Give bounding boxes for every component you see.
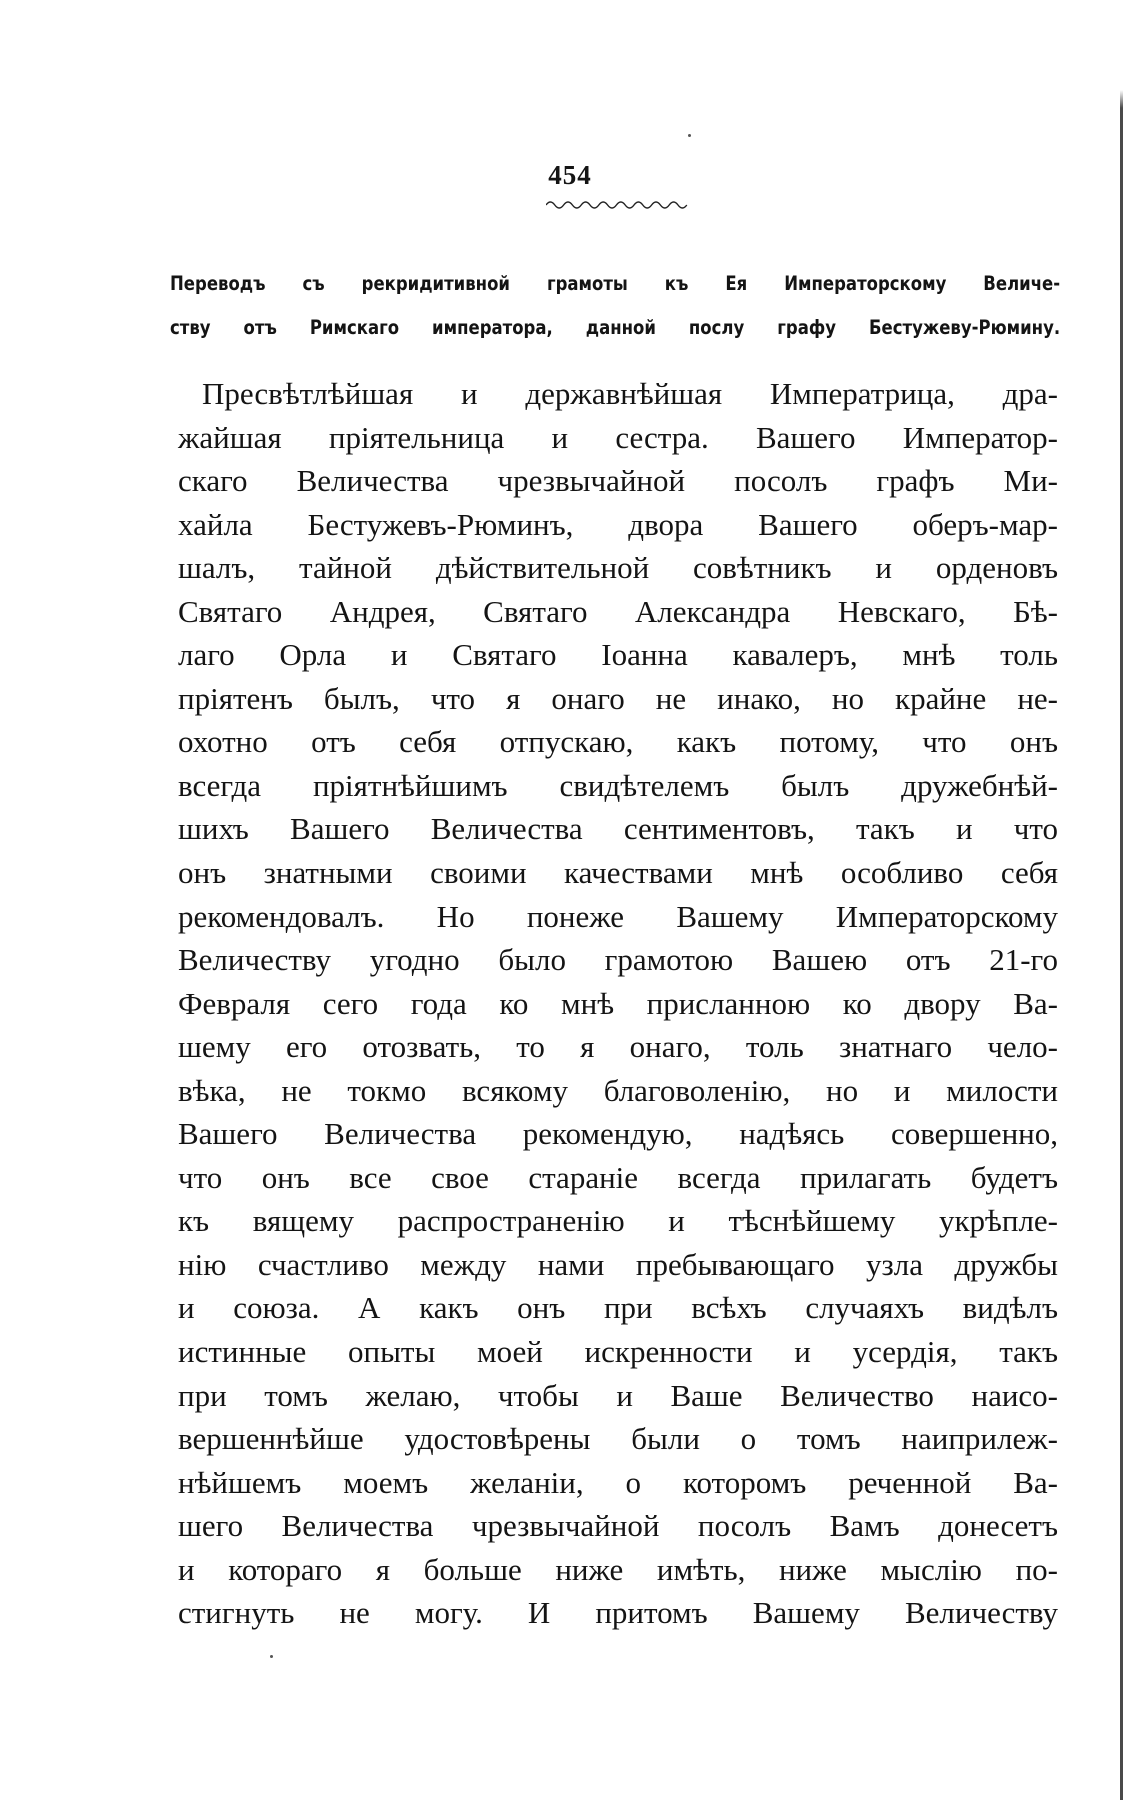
scan-speck xyxy=(270,1655,273,1658)
body-line: рекомендовалъ. Но понеже Вашему Императорскому xyxy=(178,898,1058,934)
body-line: жайшая пріятельница и сестра. Вашего Император- xyxy=(178,419,1058,455)
body-line: шалъ, тайной дѣйствительной совѣтникъ и орденовъ xyxy=(178,550,1058,586)
body-line: Вашего Величества рекомендую, надѣясь совершенно, xyxy=(178,1116,1058,1152)
body-line: шихъ Вашего Величества сентиментовъ, такъ и что xyxy=(178,811,1058,847)
body-line: всегда пріятнѣйшимъ свидѣтелемъ былъ дружебнѣй- xyxy=(178,767,1058,803)
document-body xyxy=(178,372,1058,1635)
body-line: хайла Бестужевъ-Рюминъ, двора Вашего оберъ-мар- xyxy=(178,506,1058,542)
body-line: пріятенъ былъ, что я онаго не инако, но крайне не- xyxy=(178,680,1058,716)
body-line: къ вящему распространенію и тѣснѣйшему укрѣпле- xyxy=(178,1203,1058,1239)
body-line: скаго Величества чрезвычайной посолъ графъ Ми- xyxy=(178,463,1058,499)
body-line: Пресвѣтлѣйшая и державнѣйшая Императрица, дра- xyxy=(202,376,1058,411)
body-line: охотно отъ себя отпускаю, какъ потому, что онъ xyxy=(178,724,1058,760)
body-line: шему его отозвать, то я онаго, толь знатнаго чело- xyxy=(178,1029,1058,1065)
body-line: лаго Орла и Святаго Іоанна кавалеръ, мнѣ толь xyxy=(178,637,1058,673)
body-line: истинные опыты моей искренности и усердія, такъ xyxy=(178,1334,1058,1370)
body-line: шего Величества чрезвычайной посолъ Вамъ донесетъ xyxy=(178,1508,1058,1544)
body-line: нѣйшемъ моемъ желаніи, о которомъ реченной Ва- xyxy=(178,1464,1058,1500)
body-line: онъ знатными своими качествами мнѣ особливо себя xyxy=(178,855,1058,891)
scan-speck xyxy=(688,134,691,137)
heading-line: ству отъ Римскаго императора, данной послу графу Бестужеву-Рюмину. xyxy=(170,316,1061,339)
document-heading xyxy=(170,262,1060,350)
body-line: и котораго я больше ниже имѣть, ниже мыслію по- xyxy=(178,1551,1058,1587)
body-line: что онъ все свое стараніе всегда прилагать будетъ xyxy=(178,1159,1058,1195)
body-line: Святаго Андрея, Святаго Александра Невскаго, Бѣ- xyxy=(178,593,1058,629)
body-line: Величеству угодно было грамотою Вашею отъ 21-го xyxy=(178,942,1058,978)
heading-line: Переводъ съ рекридитивной грамоты къ Ея Императорскому Величе- xyxy=(170,272,1061,295)
wavy-rule-icon xyxy=(546,198,688,212)
body-line: нію счастливо между нами пребывающаго узла дружбы xyxy=(178,1246,1058,1282)
body-line: стигнуть не могу. И притомъ Вашему Величеству xyxy=(178,1595,1058,1631)
page-edge-shadow xyxy=(1120,0,1123,1800)
page-number: 454 xyxy=(548,160,592,190)
body-line: вершеннѣйше удостовѣрены были о томъ наиприлеж- xyxy=(178,1421,1058,1457)
body-line: вѣка, не токмо всякому благоволенію, но и милости xyxy=(178,1072,1058,1108)
body-line: Февраля сего года ко мнѣ присланною ко двору Ва- xyxy=(178,985,1058,1021)
body-line: и союза. А какъ онъ при всѣхъ случаяхъ видѣлъ xyxy=(178,1290,1058,1326)
body-line: при томъ желаю, чтобы и Ваше Величество наисо- xyxy=(178,1377,1058,1413)
